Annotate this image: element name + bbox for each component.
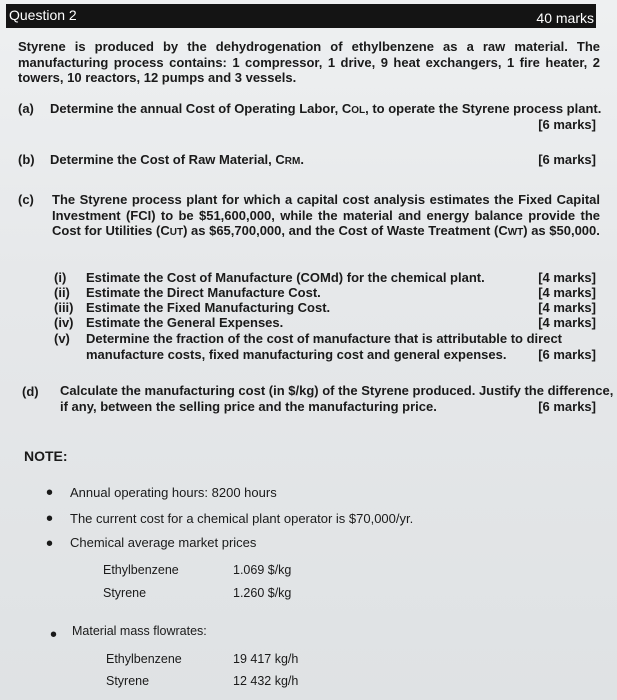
part-a-text: Determine the annual Cost of Operating Labor, C (50, 101, 352, 116)
flow-name-styrene: Styrene (106, 674, 150, 688)
bullet-dot: • (50, 624, 58, 646)
item-v-text-2: manufacture costs, fixed manufacturing cost and general expenses. (86, 347, 507, 362)
bullet-dot: • (46, 482, 54, 504)
price-value-styrene: 1.260 $/kg (233, 586, 292, 600)
item-ii-text: Estimate the Direct Manufacture Cost. (86, 285, 321, 300)
price-value-ethylbenzene: 1.069 $/kg (233, 563, 292, 577)
part-d-line-2: if any, between the selling price and the manufacturing price. (60, 399, 437, 414)
item-i-text: Estimate the Cost of Manufacture (COMd) for the chemical plant. (86, 270, 485, 285)
flow-name-ethylbenzene: Ethylbenzene (106, 652, 182, 666)
part-d-marks: [6 marks] (538, 399, 596, 414)
bullet-dot: • (46, 508, 54, 530)
part-c-paragraph (52, 192, 600, 241)
part-c-label: (c) (18, 192, 34, 207)
item-v-text: Determine the fraction of the cost of manufacture that is attributable to direct (86, 331, 563, 346)
item-i-num: (i) (54, 270, 67, 285)
part-b-text: Determine the Cost of Raw Material, C (50, 152, 285, 167)
item-ii-marks: [4 marks] (538, 285, 596, 300)
part-b-marks: [6 marks] (538, 152, 596, 167)
part-c-sub-1: UT (169, 227, 184, 238)
price-name-styrene: Styrene (103, 586, 147, 600)
flow-value-styrene: 12 432 kg/h (233, 674, 299, 688)
bullet-dot: • (46, 533, 54, 555)
item-ii-num: (ii) (54, 285, 70, 300)
note-bullet-hours: Annual operating hours: 8200 hours (70, 485, 277, 500)
part-a-label: (a) (18, 101, 34, 116)
item-iv-marks: [4 marks] (538, 315, 596, 330)
question-title: Question 2 (9, 7, 77, 23)
price-name-ethylbenzene: Ethylbenzene (103, 563, 179, 577)
intro-paragraph: Styrene is produced by the dehydrogenation of ethylbenzene as a raw material. The manufacturing process contains: 1 compressor, 1 drive, 9 heat exchangers, 1 fire heater, 2 towers, 10 reactors, 12 pumps and 3 vessels. (18, 39, 600, 85)
part-a-sub: OL (351, 105, 366, 116)
part-d-line-1: Calculate the manufacturing cost (in $/kg) of the Styrene produced. Justify the difference, (60, 383, 614, 398)
part-b-sub: RM (284, 156, 301, 167)
part-d-label: (d) (22, 384, 39, 399)
part-a-marks: [6 marks] (538, 117, 596, 132)
item-iv-text: Estimate the General Expenses. (86, 315, 284, 330)
part-a-question (50, 101, 601, 119)
item-iv-num: (iv) (54, 315, 74, 330)
note-bullet-operator-cost: The current cost for a chemical plant operator is $70,000/yr. (70, 511, 414, 526)
note-bullet-market-prices: Chemical average market prices (70, 535, 257, 550)
item-iii-num: (iii) (54, 300, 74, 315)
flow-value-ethylbenzene: 19 417 kg/h (233, 652, 299, 666)
part-c-sub-2: WT (507, 227, 524, 238)
question-header (6, 4, 596, 28)
item-iii-marks: [4 marks] (538, 300, 596, 315)
part-a-tail: , to operate the Styrene process plant. (365, 101, 602, 116)
note-title: NOTE: (24, 448, 68, 464)
item-iii-text: Estimate the Fixed Manufacturing Cost. (86, 300, 331, 315)
part-c-text-1: The Styrene process plant for which a capital cost analysis estimates the Fixed Capital Investment (FCI) to be $51,600,000, while the material and energy balance provide the Cost for Utilities (C (52, 192, 600, 238)
part-b-tail: . (300, 152, 304, 167)
note-bullet-flowrates: Material mass flowrates: (72, 624, 207, 638)
item-v-marks: [6 marks] (538, 347, 596, 362)
item-i-marks: [4 marks] (538, 270, 596, 285)
part-b-label: (b) (18, 152, 35, 167)
part-c-text-3: ) as $50,000. (523, 223, 600, 238)
part-c-text-2: ) as $65,700,000, and the Cost of Waste Treatment (C (183, 223, 508, 238)
item-v-num: (v) (54, 331, 70, 346)
part-b-question (50, 152, 304, 170)
question-marks: 40 marks (536, 10, 594, 26)
